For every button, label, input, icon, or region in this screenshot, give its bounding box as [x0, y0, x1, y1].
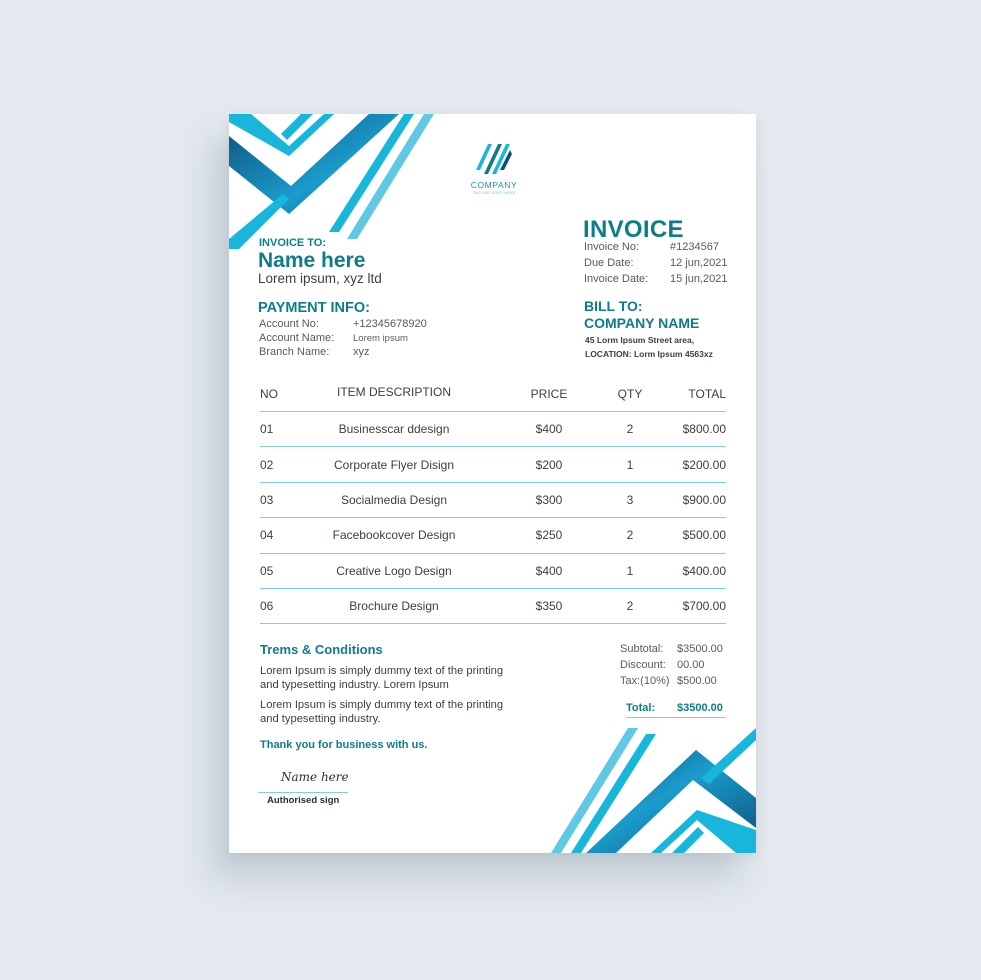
summary-key: Subtotal:: [620, 643, 664, 655]
row-description: Businesscar ddesign: [338, 422, 450, 437]
company-logo-icon: [474, 140, 514, 178]
row-no: 01: [260, 422, 274, 437]
company-logo-name: COMPANY: [470, 180, 518, 190]
row-no: 04: [260, 528, 274, 543]
row-qty: 1: [626, 563, 634, 578]
payment-key: Account Name:: [259, 332, 335, 344]
row-no: 02: [260, 457, 274, 472]
terms-line: Lorem Ipsum is simply dummy text of the printing: [260, 699, 504, 711]
header-no: NO: [260, 387, 278, 401]
bill-to-address: [585, 334, 713, 361]
summary-value: $500.00: [677, 675, 717, 687]
thank-you-note: Thank you for business with us.: [260, 739, 428, 751]
terms-paragraph: [260, 665, 550, 692]
row-qty: 2: [626, 422, 634, 437]
row-description: Socialmedia Design: [340, 492, 448, 507]
invoice-to-label: INVOICE TO:: [259, 237, 327, 249]
invoice-meta-row: [584, 273, 728, 285]
summary-key: Discount:: [620, 659, 666, 671]
summary-row: [620, 675, 717, 687]
row-description: Creative Logo Design: [336, 563, 452, 578]
summary-total-row: [626, 702, 726, 718]
row-no: 03: [260, 492, 274, 507]
payment-key: Branch Name:: [259, 346, 330, 358]
summary-total-key: Total:: [626, 702, 656, 714]
payment-info-title: PAYMENT INFO:: [258, 300, 370, 316]
invoice-meta-key: Due Date:: [584, 257, 634, 269]
summary-key: Tax:(10%): [620, 675, 670, 687]
bill-to-title: BILL TO:: [584, 298, 643, 314]
row-no: 05: [260, 563, 274, 578]
row-price: $250: [535, 528, 563, 543]
row-no: 06: [260, 599, 274, 614]
items-table: [260, 380, 726, 624]
terms-line: and typesetting industry.: [260, 712, 381, 725]
table-row: [260, 554, 726, 589]
company-logo: [467, 140, 521, 195]
row-total: $200.00: [682, 457, 726, 472]
table-row: [260, 412, 726, 447]
row-price: $350: [535, 599, 563, 614]
row-price: $400: [535, 422, 563, 437]
summary-value: 00.00: [677, 659, 705, 671]
terms-line: and typesetting industry. Lorem Ipsum: [260, 678, 449, 691]
invoice-meta-key: Invoice Date:: [584, 273, 649, 285]
row-description: Facebookcover Design: [332, 528, 456, 543]
company-logo-tagline: TAGLINE GOES HERE: [472, 191, 516, 195]
signature-script: Name here: [281, 770, 349, 784]
summary-total-value: $3500.00: [677, 702, 723, 714]
row-qty: 2: [626, 528, 634, 543]
row-qty: 3: [626, 492, 634, 507]
row-qty: 2: [626, 599, 634, 614]
row-total: $900.00: [682, 492, 726, 507]
row-price: $200: [535, 457, 563, 472]
payment-row: [259, 318, 427, 330]
header-qty: QTY: [617, 387, 643, 401]
invoice-title: INVOICE: [583, 216, 684, 243]
signature-label: Authorised sign: [267, 795, 340, 806]
row-price: $400: [535, 563, 563, 578]
row-price: $300: [535, 492, 563, 507]
header-total: TOTAL: [688, 387, 726, 401]
row-description: Corporate Flyer Disign: [333, 457, 455, 472]
summary-row: [620, 659, 705, 671]
bill-to-address-line1: 45 Lorm Ipsum Street area,: [585, 335, 695, 345]
payment-value: +12345678920: [353, 318, 427, 330]
bill-to-address-line2: LOCATION: Lorm Ipsum 4563xz: [585, 348, 713, 359]
payment-value: xyz: [353, 346, 370, 358]
summary-value: $3500.00: [677, 643, 723, 655]
payment-row: [259, 332, 408, 344]
table-row: [260, 447, 726, 482]
terms-paragraph: [260, 699, 550, 726]
terms-line: Lorem Ipsum is simply dummy text of the printing: [260, 665, 504, 677]
table-row: [260, 518, 726, 553]
bill-to-name: COMPANY NAME: [584, 315, 700, 331]
row-description: Brochure Design: [349, 599, 439, 614]
invoice-sheet: [229, 114, 756, 853]
header-price: PRICE: [530, 387, 568, 401]
terms-title: Trems & Conditions: [260, 642, 383, 657]
row-total: $800.00: [682, 422, 726, 437]
invoice-meta-row: [584, 257, 728, 269]
table-row: [260, 483, 726, 518]
invoice-meta-value: 12 jun,2021: [670, 257, 728, 269]
table-row: [260, 589, 726, 624]
bottom-right-decoration: [551, 718, 756, 853]
payment-key: Account No:: [259, 318, 319, 330]
invoice-meta-value: #1234567: [670, 241, 719, 253]
row-total: $400.00: [682, 563, 726, 578]
summary-row: [620, 643, 723, 655]
row-total: $700.00: [682, 599, 726, 614]
top-left-decoration: [229, 114, 439, 249]
invoice-meta-key: Invoice No:: [584, 241, 640, 253]
invoice-to-name: Name here: [258, 249, 366, 272]
invoice-meta-row: [584, 241, 719, 253]
invoice-to-company: Lorem ipsum, xyz ltd: [258, 271, 382, 286]
row-total: $500.00: [682, 528, 726, 543]
invoice-meta-value: 15 jun,2021: [670, 273, 728, 285]
table-header: [260, 380, 726, 412]
payment-value: Lorem ipsum: [353, 333, 408, 344]
payment-row: [259, 346, 370, 358]
signature-line: [258, 792, 348, 793]
header-description: ITEM DESCRIPTION: [336, 385, 452, 399]
row-qty: 1: [626, 457, 634, 472]
